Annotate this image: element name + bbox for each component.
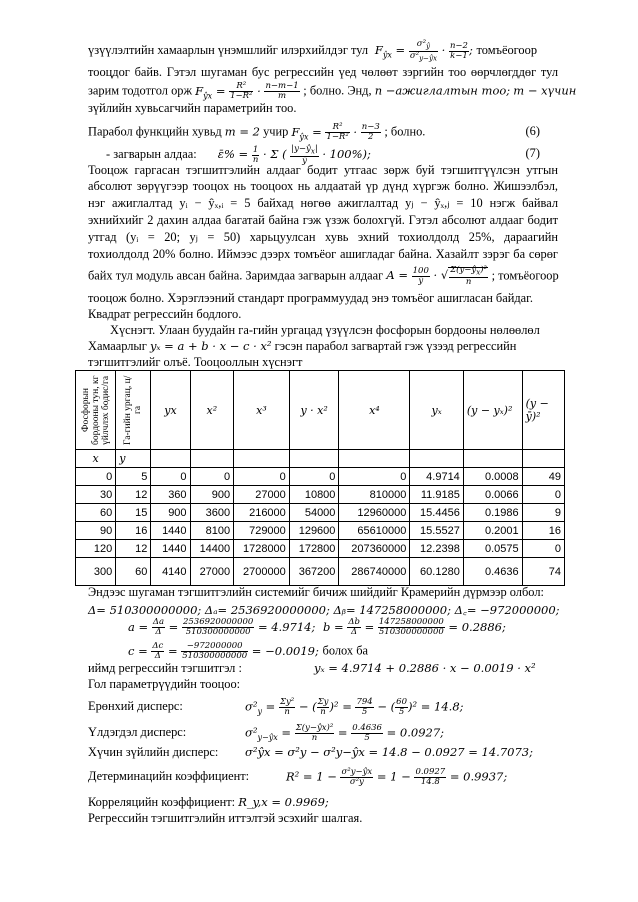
formula: $\sigma^2_{y-ŷx}$ = $\frac{\text{Σ(y−ŷx)²}}{n}$ = $\frac{0.4636}{5}$ = 0.0927; bbox=[245, 723, 445, 743]
text: m − хүчин bbox=[513, 83, 577, 98]
table-cell: 15.4456 bbox=[410, 504, 463, 522]
table-subheader-row bbox=[76, 450, 565, 468]
header-yx: yx bbox=[151, 371, 190, 450]
a-formula: A = $\frac{100}{ȳ}$ · √ $\frac{\Sigma(y-ŷ_x)^2}{n}$ bbox=[386, 265, 487, 287]
table-cell: 360 bbox=[151, 486, 190, 504]
f-formula-parabola: $F_{ŷx}$ = $\frac{\text{R²}}{\text{1−R²}}$ · $\frac{n-3}{2}$ bbox=[291, 122, 380, 142]
table-cell: 11.9185 bbox=[410, 486, 463, 504]
table-cell: 54000 bbox=[289, 504, 339, 522]
f-formula: $F_{ŷx}$ = $\frac{\sigma^2_ŷ}{\sigma^2_{y-ŷx}}$ · $\frac{n-2}{k-1}$ ; bbox=[371, 39, 477, 63]
empty-cell bbox=[410, 450, 463, 468]
table-cell: 300 bbox=[76, 558, 116, 586]
para2-line: абсолют зөрүүгээр тооцох нь тооцоох нь алдаатай үр дүнд хүргэж болно. Жишээлбэл, bbox=[88, 179, 558, 193]
para3-line3: Квадрат регрессийн бодлого. bbox=[88, 307, 242, 321]
calculation-table bbox=[75, 370, 565, 586]
table-body bbox=[76, 468, 565, 586]
text: Корреляцийн коэффициент: bbox=[88, 795, 236, 809]
error-formula: ε̄% = $\frac{1}{n}$ · Σ ( $\frac{|y-ŷ_x|}{ȳ}$ · 100%); bbox=[217, 144, 371, 166]
param-total-var bbox=[88, 697, 558, 717]
table-row bbox=[76, 540, 565, 558]
table-cell: 0.0066 bbox=[463, 486, 522, 504]
model-formula: yₓ = a + b · x − c · x² bbox=[149, 339, 272, 353]
table-cell: 0 bbox=[151, 468, 190, 486]
table-cell: 0 bbox=[289, 468, 339, 486]
a-value: a = $\frac{\Delta a}{\Delta}$ = $\frac{2536920000000}{510300000000}$ = 4.9714; bbox=[128, 617, 320, 637]
table-row bbox=[76, 468, 565, 486]
text: Хамаарлыг bbox=[88, 339, 147, 353]
text: Парабол функцийн хувьд bbox=[88, 124, 222, 139]
text: гэсэн парабол загвартай гэж үзээд регрессийн bbox=[274, 339, 517, 353]
table-cell: 30 bbox=[76, 486, 116, 504]
table-cell: 15 bbox=[116, 504, 151, 522]
main-params-label: Гол параметрүүдийн тооцоо: bbox=[88, 677, 241, 691]
para3-line2: тооцож болно. Хэрэглээний стандарт программуудад энэ томъёог ашигласан байдаг. bbox=[88, 291, 533, 305]
text: m = 2 bbox=[224, 124, 260, 139]
exercise-line1: Хүснэгт. Улаан буудайн га-гийн ургацад үзүүлсэн фосфорын бордооны нөлөөлөл bbox=[110, 323, 540, 337]
c-solution bbox=[128, 642, 598, 661]
table-cell: 172800 bbox=[289, 540, 339, 558]
table-cell: 27000 bbox=[190, 558, 234, 586]
para2-line: тохиолдолд 20% болно. Иймээс дээрх томъёог ашигладаг байна. Хазайлт зэрэг ба сөрөг bbox=[88, 247, 558, 261]
para2-line: нэг ажиглалтад yᵢ − ŷₓ,ᵢ = 5 байхад нөгөө ажиглалтад yⱼ − ŷₓ,ⱼ = 10 нэгж байвал bbox=[88, 196, 558, 210]
table-cell: 60 bbox=[76, 504, 116, 522]
param-factor-var bbox=[88, 744, 558, 760]
text: үзүүлэлтийн хамаарлын үнэмшлийг илэрхийлдэг тул bbox=[88, 43, 369, 58]
table-header-row bbox=[76, 371, 565, 450]
table-cell: 12960000 bbox=[339, 504, 410, 522]
table-cell: 4140 bbox=[151, 558, 190, 586]
table-cell: 0.1986 bbox=[463, 504, 522, 522]
determinants: Δ= 510300000000; Δₐ= 2536920000000; Δᵦ= 147258000000; Δ꜀= −972000000; bbox=[88, 603, 560, 617]
header-yx2: y · x² bbox=[289, 371, 339, 450]
empty-cell bbox=[463, 450, 522, 468]
table-cell: 900 bbox=[190, 486, 234, 504]
table-cell: 16 bbox=[522, 522, 564, 540]
table-cell: 12 bbox=[116, 540, 151, 558]
table-cell: 49 bbox=[522, 468, 564, 486]
f-formula-2: $F_{ŷx}$ = $\frac{\text{R²}}{\text{1−R²}}$ · $\frac{n-m-1}{m}$ bbox=[195, 81, 299, 101]
text: Детерминацийн коэффициент: bbox=[88, 769, 250, 783]
text: байх тул модуль авсан байна. Заримдаа загварын алдааг bbox=[88, 268, 384, 283]
b-value: b = $\frac{\Delta b}{\Delta}$ = $\frac{147258000000}{510300000000}$ = 0.2886; bbox=[323, 617, 506, 637]
table-cell: 207360000 bbox=[339, 540, 410, 558]
text: Ерөнхий дисперс: bbox=[88, 699, 183, 713]
text: n −ажиглалтын тоо; bbox=[374, 83, 511, 98]
closing-line: Регрессийн тэгшитгэлийн иттэлтэй эсэхийг шалгая. bbox=[88, 811, 363, 825]
param-determination bbox=[88, 767, 558, 787]
text: ; томъёогоор bbox=[491, 268, 559, 283]
solution-intro: Эндээс шугаман тэгшитгэлийн системийг бичиж шийдийг Крамерийн дүрмээр олбол: bbox=[88, 585, 544, 599]
table-cell: 0 bbox=[522, 540, 564, 558]
formula: σ²ŷx = σ²y − σ²y−ŷx = 14.8 − 0.0927 = 14.7073; bbox=[245, 745, 533, 759]
para2-line: эхнийхийг 2 дахин алдаа багатай байна гэж үзэж болохгүй. Гэтэл абсолют алдааг бодит bbox=[88, 213, 558, 227]
table-cell: 0 bbox=[76, 468, 116, 486]
table-cell: 216000 bbox=[234, 504, 290, 522]
table-cell: 12 bbox=[116, 486, 151, 504]
empty-cell bbox=[151, 450, 190, 468]
table-cell: 5 bbox=[116, 468, 151, 486]
header-dev-sq: (y − ȳ)² bbox=[522, 371, 564, 450]
table-cell: 0 bbox=[234, 468, 290, 486]
param-resid-var bbox=[88, 723, 558, 743]
table-cell: 729000 bbox=[234, 522, 290, 540]
table-row bbox=[76, 522, 565, 540]
text: болох ба bbox=[322, 643, 369, 658]
table-cell: 1728000 bbox=[234, 540, 290, 558]
text: иймд регрессийн тэгшитгэл : bbox=[88, 661, 242, 675]
empty-cell bbox=[339, 450, 410, 468]
table-cell: 367200 bbox=[289, 558, 339, 586]
text: ; болно. Энд, bbox=[303, 83, 372, 98]
text: - загварын алдаа: bbox=[106, 147, 197, 162]
table-cell: 9 bbox=[522, 504, 564, 522]
param-correlation bbox=[88, 794, 558, 810]
header-x bbox=[76, 371, 116, 450]
equation-number: (6) bbox=[525, 124, 540, 138]
table-cell: 74 bbox=[522, 558, 564, 586]
table-cell: 3600 bbox=[190, 504, 234, 522]
table-cell: 2700000 bbox=[234, 558, 290, 586]
header-x3: x³ bbox=[234, 371, 290, 450]
subheader-y: y bbox=[116, 450, 151, 468]
text: учир bbox=[263, 124, 289, 139]
exercise-line3: тэгшитгэлийг олъё. Тооцооллын хүснэгт bbox=[88, 355, 303, 369]
text: Хүчин зүйлийн дисперс: bbox=[88, 745, 219, 759]
table-cell: 900 bbox=[151, 504, 190, 522]
formula: R_y,x = 0.9969; bbox=[238, 795, 329, 809]
table-cell: 1440 bbox=[151, 522, 190, 540]
text: Үлдэгдэл дисперс: bbox=[88, 725, 187, 739]
table-cell: 120 bbox=[76, 540, 116, 558]
header-y bbox=[116, 371, 151, 450]
eq6-line bbox=[88, 123, 558, 145]
para2-line: Тооцож гаргасан тэгшитгэлийн алдааг бодит утгаас зөрж буй тэгшитгүүлсэн утгын bbox=[88, 163, 558, 177]
subheader-x: x bbox=[76, 450, 116, 468]
table-cell: 8100 bbox=[190, 522, 234, 540]
para1-line1 bbox=[88, 40, 558, 63]
para3-line1 bbox=[88, 266, 558, 287]
header-label: Га-гийн ургац, ц/га bbox=[123, 375, 144, 445]
empty-cell bbox=[522, 450, 564, 468]
header-yhat: yₓ bbox=[410, 371, 463, 450]
text: зарим тодотгол орж bbox=[88, 83, 193, 98]
empty-cell bbox=[190, 450, 234, 468]
formula: R² = 1 − $\frac{\text{σ²y−ŷx}}{\text{σ²y}}$ = 1 − $\frac{0.0927}{14.8}$ = 0.9937; bbox=[286, 767, 508, 787]
empty-cell bbox=[289, 450, 339, 468]
table-cell: 15.5527 bbox=[410, 522, 463, 540]
table-cell: 60.1280 bbox=[410, 558, 463, 586]
table-cell: 0.0008 bbox=[463, 468, 522, 486]
table-cell: 16 bbox=[116, 522, 151, 540]
table-cell: 0.2001 bbox=[463, 522, 522, 540]
regression-line bbox=[88, 660, 558, 676]
para2-line: утгад (yᵢ = 20; yⱼ = 50) харьцуулсан хувь эхний тохиолдолд 25%, дараагийн bbox=[88, 230, 558, 244]
table-cell: 286740000 bbox=[339, 558, 410, 586]
table-cell: 0.0575 bbox=[463, 540, 522, 558]
header-resid-sq: (y − yₓ)² bbox=[463, 371, 522, 450]
equation-number: (7) bbox=[525, 146, 540, 160]
header-x2: x² bbox=[190, 371, 234, 450]
text: томъёогоор bbox=[476, 43, 538, 58]
table-row bbox=[76, 504, 565, 522]
table-cell: 14400 bbox=[190, 540, 234, 558]
para1-line4: зүйлийн хувьсагчийн параметрийн тоо. bbox=[88, 101, 297, 115]
table-cell: 810000 bbox=[339, 486, 410, 504]
table-cell: 65610000 bbox=[339, 522, 410, 540]
empty-cell bbox=[234, 450, 290, 468]
exercise-line2 bbox=[88, 338, 558, 354]
table-cell: 1440 bbox=[151, 540, 190, 558]
table-row bbox=[76, 558, 565, 586]
ab-solution bbox=[128, 618, 598, 637]
table-row bbox=[76, 486, 565, 504]
text: ; болно. bbox=[384, 124, 426, 139]
table-cell: 12.2398 bbox=[410, 540, 463, 558]
table-cell: 27000 bbox=[234, 486, 290, 504]
para1-line2: тооцдог байв. Гэтэл шугаман бус регрессийн үед чөлөөт зэргийн тоо өөрчлөгддөг тул bbox=[88, 65, 558, 79]
table-cell: 0 bbox=[190, 468, 234, 486]
table-cell: 4.9714 bbox=[410, 468, 463, 486]
c-value: c = $\frac{\Delta c}{\Delta}$ = $\frac{-972000000}{510300000000}$ = −0.0019; bbox=[128, 641, 323, 661]
table-cell: 0.4636 bbox=[463, 558, 522, 586]
table-cell: 0 bbox=[522, 486, 564, 504]
header-label: Фосфорын бордооны тун, кг үйлчлэх бодис/га bbox=[80, 375, 111, 445]
table-cell: 60 bbox=[116, 558, 151, 586]
regression-equation: yₓ = 4.9714 + 0.2886 · x − 0.0019 · x² bbox=[314, 661, 536, 675]
header-x4: x⁴ bbox=[339, 371, 410, 450]
table-cell: 90 bbox=[76, 522, 116, 540]
table-cell: 0 bbox=[339, 468, 410, 486]
table-cell: 10800 bbox=[289, 486, 339, 504]
formula: $\sigma^2_y$ = $\frac{\text{Σy²}}{n}$ − ( $\frac{\Sigma y}{n}$ )² = $\frac{794}{5}$ − ( $\frac{60}{5}$ )² = 14.8; bbox=[245, 697, 464, 717]
table-cell: 129600 bbox=[289, 522, 339, 540]
